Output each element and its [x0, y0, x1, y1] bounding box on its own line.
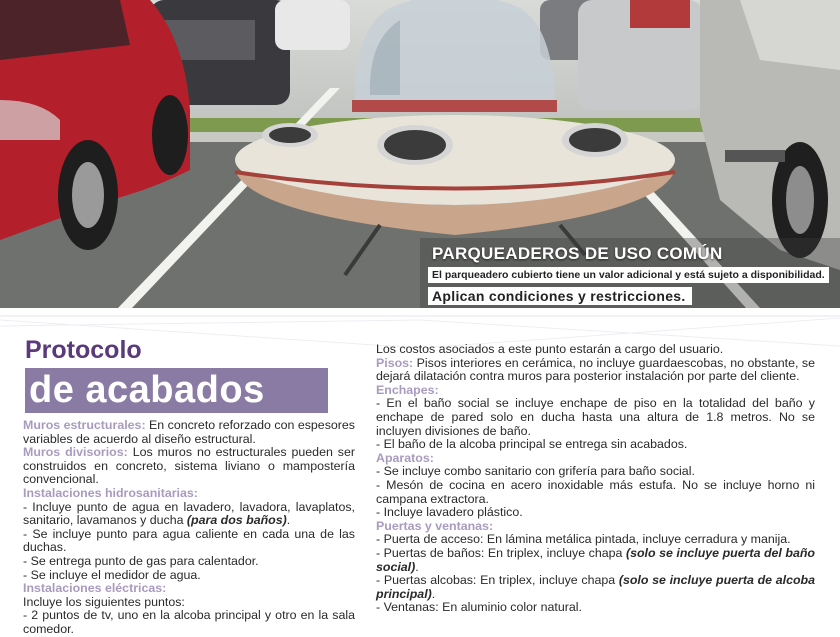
- heading-hidrosanitarias: Instalaciones hidrosanitarias:: [23, 485, 198, 500]
- note-alcoba-principal: (solo se incluye puerta de alcoba principal): [376, 573, 815, 601]
- item-aparatos-2: - Mesón de cocina en acero inoxidable más estufa. No se incluye horno ni campana extractora.: [376, 477, 815, 506]
- text-puertas-2-end: .: [415, 559, 419, 574]
- text-puertas-3: - Puertas alcobas: En triplex, incluye chapa: [376, 573, 619, 588]
- page-title-line1: Protocolo: [25, 336, 142, 364]
- note-bano-social: (solo se incluye puerta del baño social): [376, 545, 815, 574]
- heading-muros-estructurales: Muros estructurales:: [23, 418, 146, 432]
- text-puertas-3-end: .: [431, 586, 436, 601]
- hero-photo: [0, 0, 840, 308]
- paragraph-pisos: [376, 357, 815, 384]
- item-puertas-1: - Puerta de acceso: En lámina metálica pintada, incluye cerradura y manija.: [376, 532, 791, 547]
- text-muros-estructurales: En concreto reforzado con espesores variables de acuerdo al diseño estructural.: [23, 418, 355, 446]
- item-aparatos-3: - Incluye lavadero plástico.: [376, 505, 523, 520]
- text-puertas-2: - Puertas de baños: En triplex, incluye chapa: [376, 545, 626, 560]
- item-elec-2: - 2 puntos de tv, uno en la alcoba principal y otro en la sala comedor.: [23, 608, 355, 636]
- banner-title: PARQUEADEROS DE USO COMÚN: [432, 244, 723, 263]
- heading-aparatos: Aparatos:: [376, 450, 434, 465]
- right-column: [376, 343, 815, 615]
- item-hidro-4: - Se incluye el medidor de agua.: [23, 567, 201, 582]
- page-title-line2: de acabados: [25, 368, 328, 413]
- text-pisos: Pisos interiores en cerámica, no incluye guardaescobas, no obstante, se dejará dilatación contra muros para posterior instalación por parte del cliente.: [376, 355, 815, 384]
- left-column: [23, 419, 355, 637]
- text-costos: Los costos asociados a este punto estarán a cargo del usuario.: [376, 342, 724, 356]
- text-hidro-1-end: .: [286, 513, 291, 528]
- text-hidro-1: - Incluye punto de agua en lavadero, lavadora, lavaplatos, sanitario, lavamanos y ducha: [23, 499, 355, 528]
- banner-conditions: Aplican condiciones y restricciones.: [428, 287, 692, 305]
- item-hidro-1: [23, 501, 355, 528]
- item-elec-1: Incluye los siguientes puntos:: [23, 594, 185, 609]
- parking-banner: [428, 244, 829, 306]
- heading-electricas: Instalaciones eléctricas:: [23, 581, 167, 596]
- item-puertas-2: [376, 547, 815, 574]
- item-enchapes-1: - En el baño social se incluye enchape de piso en la totalidad del baño y enchape de pared solo en ducha hasta una altura de 1.8 metros. No se incluyen divisiones de baño.: [376, 396, 815, 438]
- item-puertas-4: - Ventanas: En aluminio color natural.: [376, 600, 582, 615]
- note-dos-banos: (para dos baños): [186, 513, 287, 528]
- banner-subtitle: El parqueadero cubierto tiene un valor adicional y está sujeto a disponibilidad.: [428, 267, 829, 283]
- heading-puertas: Puertas y ventanas:: [376, 518, 494, 533]
- item-puertas-3: [376, 574, 815, 601]
- item-hidro-2: - Se incluye punto para agua caliente en cada una de las duchas.: [23, 526, 355, 555]
- heading-enchapes: Enchapes:: [376, 382, 439, 397]
- heading-muros-divisorios: Muros divisorios:: [23, 445, 128, 460]
- text-muros-divisorios: Los muros no estructurales pueden ser construidos en concreto, sistema liviano o mampostería convencional.: [23, 445, 355, 487]
- item-enchapes-2: - El baño de la alcoba principal se entrega sin acabados.: [376, 437, 688, 452]
- item-aparatos-1: - Se incluye combo sanitario con grifería para baño social.: [376, 464, 695, 479]
- heading-pisos: Pisos:: [376, 355, 414, 370]
- item-hidro-3: - Se entrega punto de gas para calentador.: [23, 553, 259, 568]
- paragraph-muros-estructurales: [23, 419, 355, 446]
- paragraph-muros-divisorios: [23, 446, 355, 487]
